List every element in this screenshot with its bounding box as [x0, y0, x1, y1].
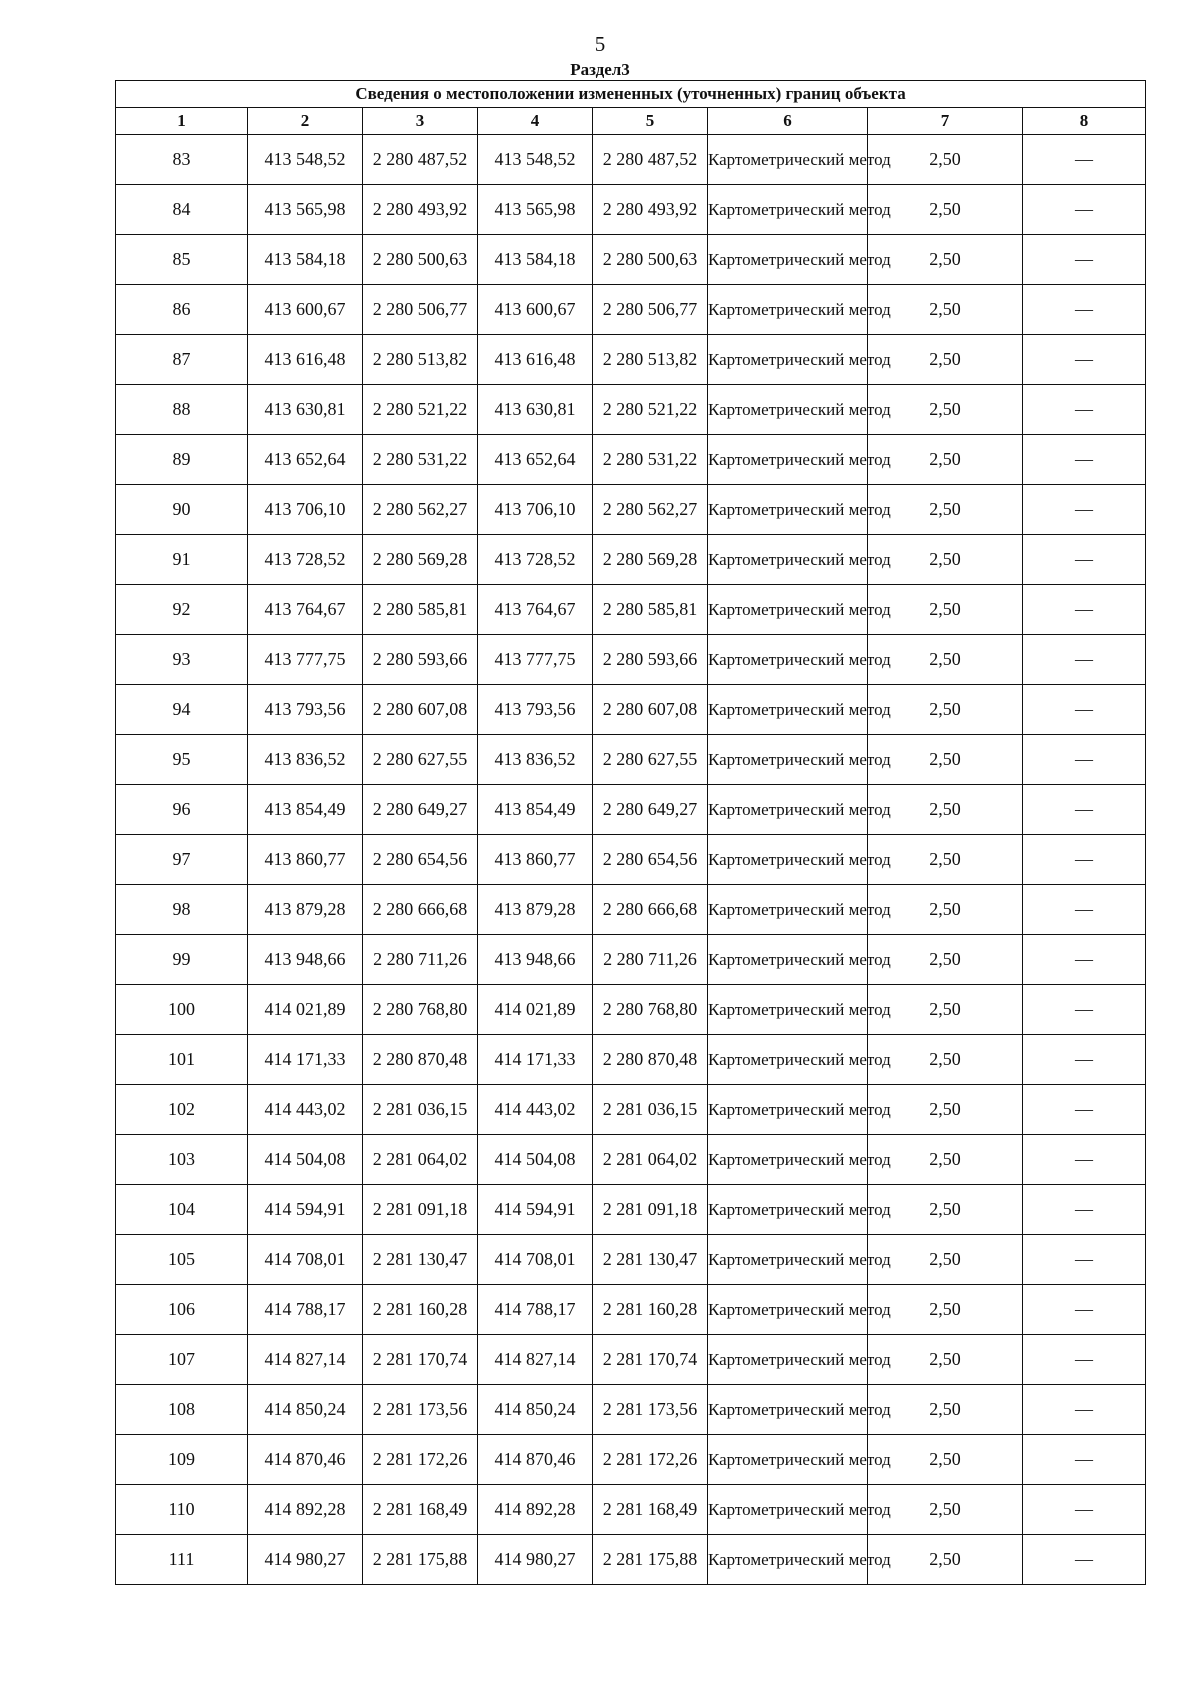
y-coordinate-old-cell: 2 281 172,26: [363, 1435, 478, 1485]
method-cell: Картометрический метод: [708, 1135, 868, 1185]
note-cell: —: [1023, 1335, 1146, 1385]
method-cell: Картометрический метод: [708, 385, 868, 435]
note-cell: —: [1023, 935, 1146, 985]
accuracy-cell: 2,50: [868, 1085, 1023, 1135]
point-number-cell: 99: [116, 935, 248, 985]
note-cell: —: [1023, 835, 1146, 885]
method-cell: Картометрический метод: [708, 535, 868, 585]
y-coordinate-new-cell: 2 280 487,52: [593, 135, 708, 185]
table-caption-row: [116, 81, 1146, 108]
y-coordinate-old-cell: 2 280 870,48: [363, 1035, 478, 1085]
point-number-cell: 106: [116, 1285, 248, 1335]
point-number-cell: 100: [116, 985, 248, 1035]
point-number-cell: 91: [116, 535, 248, 585]
table-row: [116, 1085, 1146, 1135]
method-cell: Картометрический метод: [708, 1385, 868, 1435]
x-coordinate-new-cell: 413 836,52: [478, 735, 593, 785]
y-coordinate-old-cell: 2 281 168,49: [363, 1485, 478, 1535]
point-number-cell: 101: [116, 1035, 248, 1085]
y-coordinate-old-cell: 2 280 562,27: [363, 485, 478, 535]
x-coordinate-old-cell: 414 850,24: [248, 1385, 363, 1435]
x-coordinate-old-cell: 414 594,91: [248, 1185, 363, 1235]
note-cell: —: [1023, 735, 1146, 785]
x-coordinate-new-cell: 413 854,49: [478, 785, 593, 835]
table-caption: Сведения о местоположении измененных (уточненных) границ объекта: [116, 81, 1146, 108]
note-cell: —: [1023, 1435, 1146, 1485]
x-coordinate-old-cell: 414 980,27: [248, 1535, 363, 1585]
accuracy-cell: 2,50: [868, 585, 1023, 635]
note-cell: —: [1023, 585, 1146, 635]
point-number-cell: 109: [116, 1435, 248, 1485]
y-coordinate-old-cell: 2 281 130,47: [363, 1235, 478, 1285]
x-coordinate-old-cell: 413 879,28: [248, 885, 363, 935]
y-coordinate-old-cell: 2 280 569,28: [363, 535, 478, 585]
x-coordinate-old-cell: 414 021,89: [248, 985, 363, 1035]
note-cell: —: [1023, 335, 1146, 385]
point-number-cell: 102: [116, 1085, 248, 1135]
x-coordinate-new-cell: 414 892,28: [478, 1485, 593, 1535]
point-number-cell: 94: [116, 685, 248, 735]
method-cell: Картометрический метод: [708, 235, 868, 285]
x-coordinate-old-cell: 414 892,28: [248, 1485, 363, 1535]
accuracy-cell: 2,50: [868, 285, 1023, 335]
column-number: 8: [1023, 108, 1146, 135]
x-coordinate-old-cell: 413 584,18: [248, 235, 363, 285]
point-number-cell: 84: [116, 185, 248, 235]
column-number: 7: [868, 108, 1023, 135]
x-coordinate-new-cell: 413 948,66: [478, 935, 593, 985]
table-body: [116, 135, 1146, 1585]
table-row: [116, 1485, 1146, 1535]
table-row: [116, 1235, 1146, 1285]
y-coordinate-new-cell: 2 281 172,26: [593, 1435, 708, 1485]
x-coordinate-new-cell: 413 584,18: [478, 235, 593, 285]
y-coordinate-new-cell: 2 281 173,56: [593, 1385, 708, 1435]
y-coordinate-old-cell: 2 280 500,63: [363, 235, 478, 285]
y-coordinate-old-cell: 2 281 173,56: [363, 1385, 478, 1435]
y-coordinate-old-cell: 2 280 649,27: [363, 785, 478, 835]
note-cell: —: [1023, 1035, 1146, 1085]
method-cell: Картометрический метод: [708, 485, 868, 535]
y-coordinate-new-cell: 2 281 130,47: [593, 1235, 708, 1285]
accuracy-cell: 2,50: [868, 685, 1023, 735]
y-coordinate-new-cell: 2 281 175,88: [593, 1535, 708, 1585]
table-row: [116, 385, 1146, 435]
x-coordinate-new-cell: 413 777,75: [478, 635, 593, 685]
table-row: [116, 285, 1146, 335]
x-coordinate-old-cell: 414 788,17: [248, 1285, 363, 1335]
y-coordinate-new-cell: 2 280 768,80: [593, 985, 708, 1035]
table-row: [116, 1035, 1146, 1085]
point-number-cell: 96: [116, 785, 248, 835]
y-coordinate-old-cell: 2 280 627,55: [363, 735, 478, 785]
method-cell: Картометрический метод: [708, 1235, 868, 1285]
method-cell: Картометрический метод: [708, 935, 868, 985]
y-coordinate-new-cell: 2 280 593,66: [593, 635, 708, 685]
accuracy-cell: 2,50: [868, 1485, 1023, 1535]
x-coordinate-new-cell: 414 504,08: [478, 1135, 593, 1185]
y-coordinate-new-cell: 2 281 168,49: [593, 1485, 708, 1535]
table-row: [116, 135, 1146, 185]
accuracy-cell: 2,50: [868, 985, 1023, 1035]
accuracy-cell: 2,50: [868, 785, 1023, 835]
method-cell: Картометрический метод: [708, 1085, 868, 1135]
point-number-cell: 89: [116, 435, 248, 485]
accuracy-cell: 2,50: [868, 635, 1023, 685]
table-row: [116, 835, 1146, 885]
accuracy-cell: 2,50: [868, 1385, 1023, 1435]
method-cell: Картометрический метод: [708, 1485, 868, 1535]
table-row: [116, 235, 1146, 285]
method-cell: Картометрический метод: [708, 135, 868, 185]
x-coordinate-old-cell: 414 708,01: [248, 1235, 363, 1285]
x-coordinate-old-cell: 413 728,52: [248, 535, 363, 585]
method-cell: Картометрический метод: [708, 1435, 868, 1485]
x-coordinate-new-cell: 413 793,56: [478, 685, 593, 735]
note-cell: —: [1023, 785, 1146, 835]
note-cell: —: [1023, 1535, 1146, 1585]
point-number-cell: 103: [116, 1135, 248, 1185]
accuracy-cell: 2,50: [868, 835, 1023, 885]
point-number-cell: 85: [116, 235, 248, 285]
x-coordinate-new-cell: 413 630,81: [478, 385, 593, 435]
y-coordinate-new-cell: 2 281 170,74: [593, 1335, 708, 1385]
x-coordinate-new-cell: 414 980,27: [478, 1535, 593, 1585]
note-cell: —: [1023, 1135, 1146, 1185]
x-coordinate-old-cell: 413 548,52: [248, 135, 363, 185]
x-coordinate-old-cell: 413 777,75: [248, 635, 363, 685]
table-row: [116, 485, 1146, 535]
point-number-cell: 110: [116, 1485, 248, 1535]
method-cell: Картометрический метод: [708, 1035, 868, 1085]
column-number: 4: [478, 108, 593, 135]
accuracy-cell: 2,50: [868, 1535, 1023, 1585]
y-coordinate-old-cell: 2 281 170,74: [363, 1335, 478, 1385]
y-coordinate-new-cell: 2 280 493,92: [593, 185, 708, 235]
table-row: [116, 1285, 1146, 1335]
accuracy-cell: 2,50: [868, 935, 1023, 985]
table-row: [116, 585, 1146, 635]
x-coordinate-old-cell: 413 630,81: [248, 385, 363, 435]
y-coordinate-new-cell: 2 280 562,27: [593, 485, 708, 535]
y-coordinate-new-cell: 2 280 531,22: [593, 435, 708, 485]
y-coordinate-old-cell: 2 280 521,22: [363, 385, 478, 435]
y-coordinate-old-cell: 2 280 711,26: [363, 935, 478, 985]
note-cell: —: [1023, 1385, 1146, 1435]
table-row: [116, 935, 1146, 985]
table-row: [116, 1185, 1146, 1235]
x-coordinate-old-cell: 414 827,14: [248, 1335, 363, 1385]
accuracy-cell: 2,50: [868, 135, 1023, 185]
x-coordinate-old-cell: 413 948,66: [248, 935, 363, 985]
x-coordinate-new-cell: 413 600,67: [478, 285, 593, 335]
y-coordinate-old-cell: 2 280 768,80: [363, 985, 478, 1035]
method-cell: Картометрический метод: [708, 685, 868, 735]
point-number-cell: 83: [116, 135, 248, 185]
y-coordinate-old-cell: 2 280 513,82: [363, 335, 478, 385]
coordinates-table: [115, 80, 1146, 1585]
point-number-cell: 88: [116, 385, 248, 435]
method-cell: Картометрический метод: [708, 985, 868, 1035]
x-coordinate-new-cell: 413 652,64: [478, 435, 593, 485]
x-coordinate-old-cell: 413 836,52: [248, 735, 363, 785]
method-cell: Картометрический метод: [708, 585, 868, 635]
method-cell: Картометрический метод: [708, 185, 868, 235]
y-coordinate-old-cell: 2 281 064,02: [363, 1135, 478, 1185]
x-coordinate-old-cell: 413 793,56: [248, 685, 363, 735]
x-coordinate-new-cell: 414 708,01: [478, 1235, 593, 1285]
column-number: 2: [248, 108, 363, 135]
table-row: [116, 435, 1146, 485]
y-coordinate-old-cell: 2 280 593,66: [363, 635, 478, 685]
method-cell: Картометрический метод: [708, 835, 868, 885]
method-cell: Картометрический метод: [708, 1285, 868, 1335]
y-coordinate-old-cell: 2 280 585,81: [363, 585, 478, 635]
x-coordinate-new-cell: 414 788,17: [478, 1285, 593, 1335]
section-title: Раздел3: [570, 60, 630, 79]
x-coordinate-new-cell: 414 594,91: [478, 1185, 593, 1235]
table-row: [116, 985, 1146, 1035]
point-number-cell: 93: [116, 635, 248, 685]
y-coordinate-new-cell: 2 280 666,68: [593, 885, 708, 935]
accuracy-cell: 2,50: [868, 1035, 1023, 1085]
y-coordinate-new-cell: 2 280 521,22: [593, 385, 708, 435]
y-coordinate-old-cell: 2 280 607,08: [363, 685, 478, 735]
y-coordinate-old-cell: 2 281 175,88: [363, 1535, 478, 1585]
y-coordinate-new-cell: 2 280 513,82: [593, 335, 708, 385]
point-number-cell: 108: [116, 1385, 248, 1435]
x-coordinate-old-cell: 413 600,67: [248, 285, 363, 335]
y-coordinate-new-cell: 2 280 506,77: [593, 285, 708, 335]
y-coordinate-new-cell: 2 281 064,02: [593, 1135, 708, 1185]
x-coordinate-new-cell: 413 548,52: [478, 135, 593, 185]
note-cell: —: [1023, 985, 1146, 1035]
note-cell: —: [1023, 235, 1146, 285]
x-coordinate-new-cell: 414 827,14: [478, 1335, 593, 1385]
note-cell: —: [1023, 685, 1146, 735]
x-coordinate-old-cell: 413 616,48: [248, 335, 363, 385]
note-cell: —: [1023, 885, 1146, 935]
x-coordinate-new-cell: 414 021,89: [478, 985, 593, 1035]
x-coordinate-old-cell: 413 860,77: [248, 835, 363, 885]
y-coordinate-new-cell: 2 280 607,08: [593, 685, 708, 735]
method-cell: Картометрический метод: [708, 785, 868, 835]
column-number: 3: [363, 108, 478, 135]
point-number-cell: 87: [116, 335, 248, 385]
y-coordinate-new-cell: 2 280 500,63: [593, 235, 708, 285]
y-coordinate-old-cell: 2 281 091,18: [363, 1185, 478, 1235]
method-cell: Картометрический метод: [708, 335, 868, 385]
method-cell: Картометрический метод: [708, 1335, 868, 1385]
accuracy-cell: 2,50: [868, 1335, 1023, 1385]
column-number: 1: [116, 108, 248, 135]
point-number-cell: 98: [116, 885, 248, 935]
x-coordinate-old-cell: 413 854,49: [248, 785, 363, 835]
note-cell: —: [1023, 135, 1146, 185]
y-coordinate-new-cell: 2 280 627,55: [593, 735, 708, 785]
accuracy-cell: 2,50: [868, 235, 1023, 285]
note-cell: —: [1023, 635, 1146, 685]
point-number-cell: 95: [116, 735, 248, 785]
x-coordinate-new-cell: 413 565,98: [478, 185, 593, 235]
y-coordinate-new-cell: 2 280 654,56: [593, 835, 708, 885]
y-coordinate-new-cell: 2 280 870,48: [593, 1035, 708, 1085]
x-coordinate-new-cell: 414 850,24: [478, 1385, 593, 1435]
table-row: [116, 685, 1146, 735]
column-number-row: [116, 108, 1146, 135]
y-coordinate-new-cell: 2 281 036,15: [593, 1085, 708, 1135]
note-cell: —: [1023, 385, 1146, 435]
note-cell: —: [1023, 1485, 1146, 1535]
accuracy-cell: 2,50: [868, 1235, 1023, 1285]
accuracy-cell: 2,50: [868, 885, 1023, 935]
method-cell: Картометрический метод: [708, 1535, 868, 1585]
accuracy-cell: 2,50: [868, 1185, 1023, 1235]
x-coordinate-old-cell: 413 706,10: [248, 485, 363, 535]
x-coordinate-new-cell: 413 764,67: [478, 585, 593, 635]
method-cell: Картометрический метод: [708, 435, 868, 485]
x-coordinate-new-cell: 413 706,10: [478, 485, 593, 535]
y-coordinate-old-cell: 2 280 531,22: [363, 435, 478, 485]
accuracy-cell: 2,50: [868, 385, 1023, 435]
table-row: [116, 335, 1146, 385]
x-coordinate-new-cell: 414 443,02: [478, 1085, 593, 1135]
table-row: [116, 1385, 1146, 1435]
note-cell: —: [1023, 1085, 1146, 1135]
point-number-cell: 107: [116, 1335, 248, 1385]
note-cell: —: [1023, 535, 1146, 585]
point-number-cell: 97: [116, 835, 248, 885]
y-coordinate-old-cell: 2 280 506,77: [363, 285, 478, 335]
table-row: [116, 1535, 1146, 1585]
accuracy-cell: 2,50: [868, 485, 1023, 535]
accuracy-cell: 2,50: [868, 335, 1023, 385]
point-number-cell: 92: [116, 585, 248, 635]
x-coordinate-old-cell: 414 504,08: [248, 1135, 363, 1185]
note-cell: —: [1023, 485, 1146, 535]
x-coordinate-old-cell: 413 565,98: [248, 185, 363, 235]
y-coordinate-old-cell: 2 281 160,28: [363, 1285, 478, 1335]
x-coordinate-new-cell: 414 171,33: [478, 1035, 593, 1085]
x-coordinate-old-cell: 414 171,33: [248, 1035, 363, 1085]
accuracy-cell: 2,50: [868, 1435, 1023, 1485]
y-coordinate-new-cell: 2 281 091,18: [593, 1185, 708, 1235]
table-row: [116, 1135, 1146, 1185]
y-coordinate-old-cell: 2 281 036,15: [363, 1085, 478, 1135]
table-row: [116, 735, 1146, 785]
x-coordinate-new-cell: 413 879,28: [478, 885, 593, 935]
note-cell: —: [1023, 1285, 1146, 1335]
y-coordinate-old-cell: 2 280 487,52: [363, 135, 478, 185]
note-cell: —: [1023, 435, 1146, 485]
method-cell: Картометрический метод: [708, 885, 868, 935]
y-coordinate-new-cell: 2 280 585,81: [593, 585, 708, 635]
x-coordinate-old-cell: 413 652,64: [248, 435, 363, 485]
x-coordinate-old-cell: 413 764,67: [248, 585, 363, 635]
y-coordinate-old-cell: 2 280 666,68: [363, 885, 478, 935]
point-number-cell: 90: [116, 485, 248, 535]
accuracy-cell: 2,50: [868, 185, 1023, 235]
column-number: 6: [708, 108, 868, 135]
method-cell: Картометрический метод: [708, 285, 868, 335]
method-cell: Картометрический метод: [708, 635, 868, 685]
page-number: 5: [594, 32, 606, 56]
table-row: [116, 1335, 1146, 1385]
accuracy-cell: 2,50: [868, 535, 1023, 585]
table-row: [116, 535, 1146, 585]
y-coordinate-old-cell: 2 280 493,92: [363, 185, 478, 235]
y-coordinate-old-cell: 2 280 654,56: [363, 835, 478, 885]
x-coordinate-new-cell: 413 616,48: [478, 335, 593, 385]
note-cell: —: [1023, 185, 1146, 235]
accuracy-cell: 2,50: [868, 735, 1023, 785]
y-coordinate-new-cell: 2 280 649,27: [593, 785, 708, 835]
accuracy-cell: 2,50: [868, 435, 1023, 485]
x-coordinate-new-cell: 413 860,77: [478, 835, 593, 885]
note-cell: —: [1023, 285, 1146, 335]
note-cell: —: [1023, 1185, 1146, 1235]
x-coordinate-new-cell: 414 870,46: [478, 1435, 593, 1485]
table-row: [116, 635, 1146, 685]
x-coordinate-new-cell: 413 728,52: [478, 535, 593, 585]
column-number: 5: [593, 108, 708, 135]
accuracy-cell: 2,50: [868, 1135, 1023, 1185]
y-coordinate-new-cell: 2 280 711,26: [593, 935, 708, 985]
method-cell: Картометрический метод: [708, 1185, 868, 1235]
method-cell: Картометрический метод: [708, 735, 868, 785]
note-cell: —: [1023, 1235, 1146, 1285]
table-row: [116, 185, 1146, 235]
point-number-cell: 111: [116, 1535, 248, 1585]
table-row: [116, 1435, 1146, 1485]
table-row: [116, 885, 1146, 935]
y-coordinate-new-cell: 2 280 569,28: [593, 535, 708, 585]
x-coordinate-old-cell: 414 443,02: [248, 1085, 363, 1135]
point-number-cell: 86: [116, 285, 248, 335]
point-number-cell: 105: [116, 1235, 248, 1285]
point-number-cell: 104: [116, 1185, 248, 1235]
table-row: [116, 785, 1146, 835]
accuracy-cell: 2,50: [868, 1285, 1023, 1335]
y-coordinate-new-cell: 2 281 160,28: [593, 1285, 708, 1335]
x-coordinate-old-cell: 414 870,46: [248, 1435, 363, 1485]
